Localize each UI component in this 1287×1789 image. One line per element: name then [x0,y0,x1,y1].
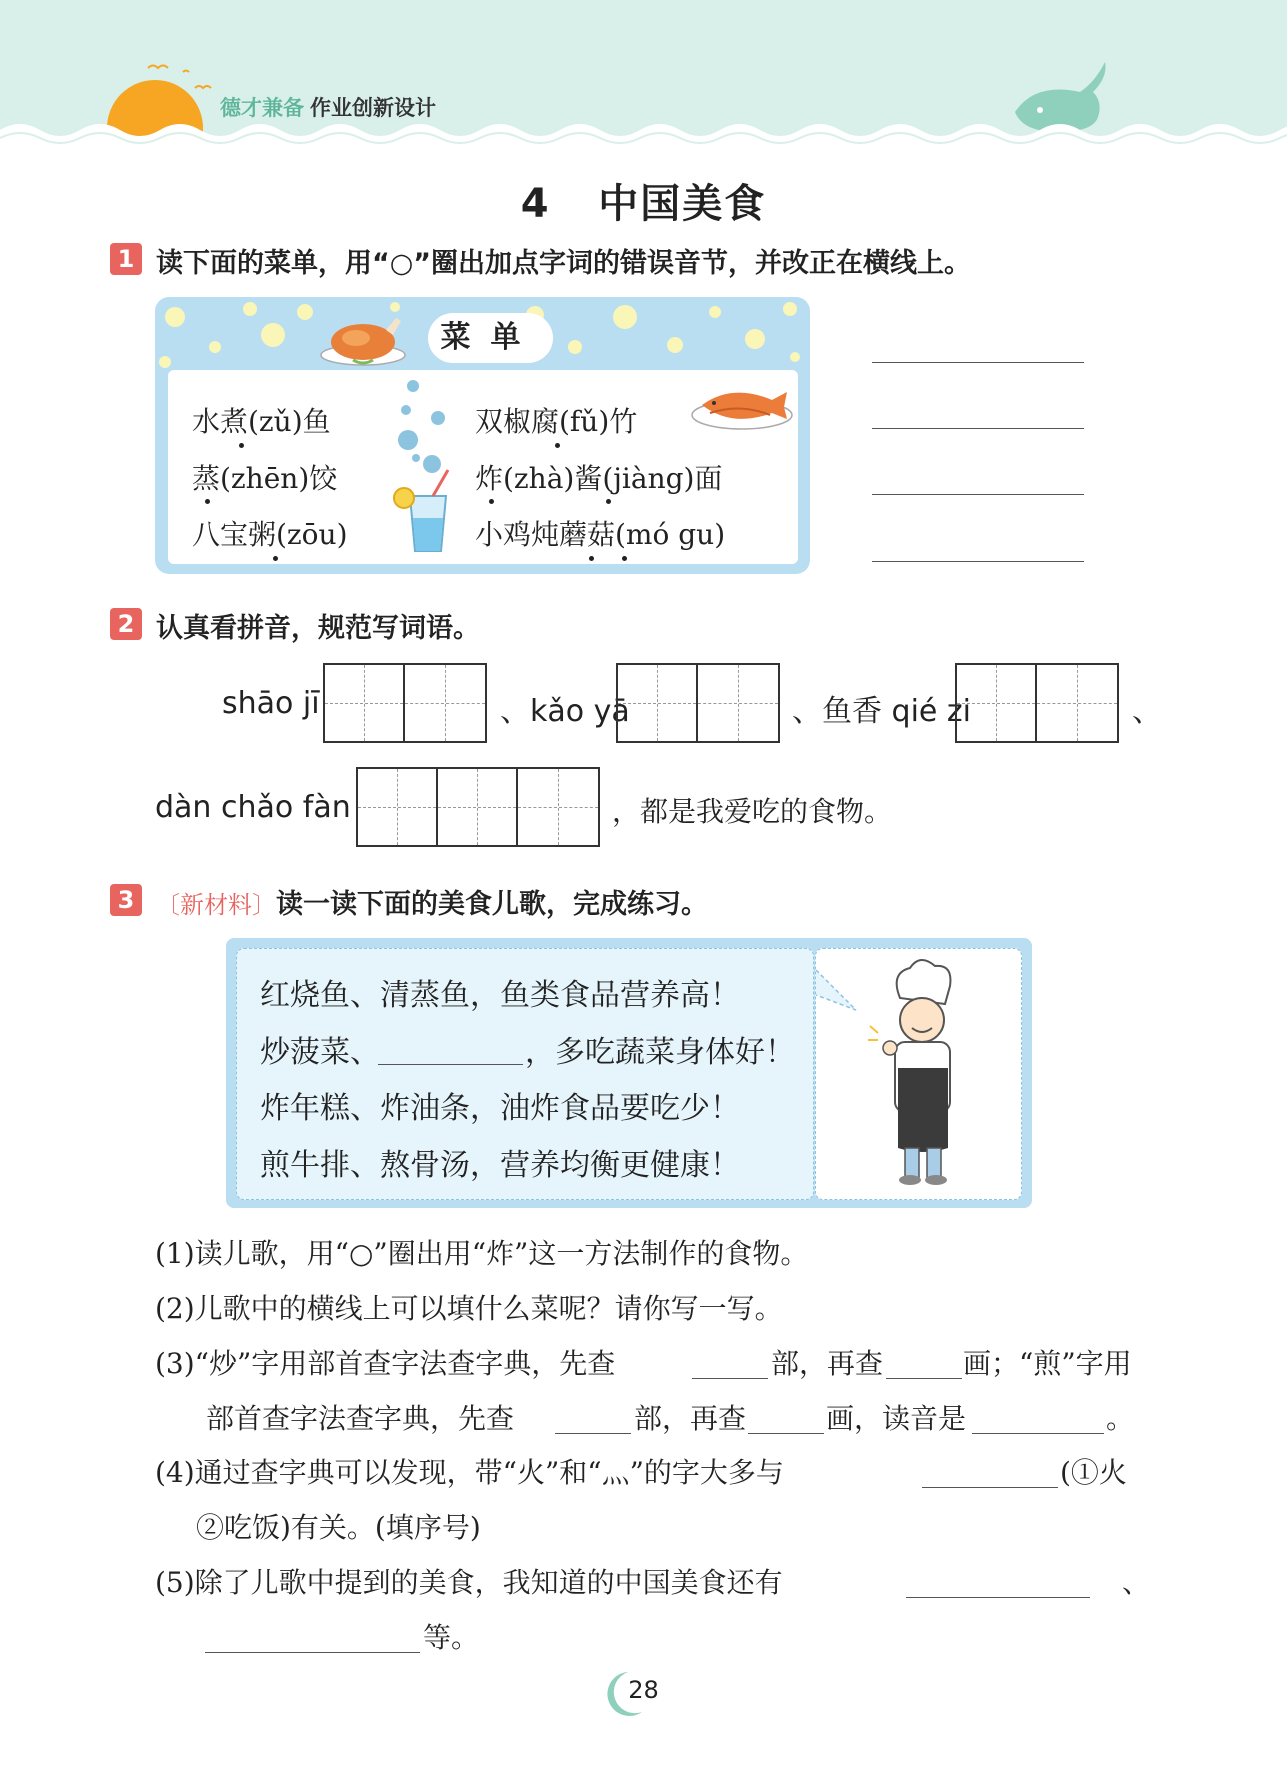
emphasis-dot [555,443,560,448]
sub-question-3c: 画；“煎”字用 [963,1347,1132,1380]
answer-line[interactable] [872,362,1084,363]
sub-question-3d: 部首查字法查字典，先查 [206,1402,515,1435]
emphasis-dot [205,499,210,504]
writing-grid-4[interactable] [356,767,600,847]
sub-question-5a: (5)除了儿歌中提到的美食，我知道的中国美食还有 [155,1566,783,1599]
sub-question-3b: 部，再查 [771,1347,884,1380]
answer-line[interactable] [872,561,1084,562]
question-number-3: 3 [110,884,142,916]
speech-tail [808,960,868,1020]
pinyin-2: 、kǎo yā [500,694,630,729]
answer-blank[interactable] [886,1378,962,1379]
poem-line: 煎牛排、熬骨汤，营养均衡更健康！ [260,1148,740,1183]
emphasis-dot [239,443,244,448]
whale-icon [1015,62,1106,132]
header-decoration [0,0,1287,150]
menu-item: 蒸(zhēn)饺 [192,462,338,495]
question-3-instruction: 读一读下面的美食儿歌，完成练习。 [276,889,708,920]
sub-question-4a: (4)通过查字典可以发现，带“火”和“灬”的字大多与 [155,1456,784,1489]
answer-line[interactable] [872,428,1084,429]
poem-line: 炸年糕、炸油条，油炸食品要吃少！ [260,1091,740,1126]
menu-item: 水煮(zǔ)鱼 [192,405,331,438]
emphasis-dot [489,499,494,504]
brand-dark: 作业创新设计 [310,96,436,120]
pinyin-4: dàn chǎo fàn [155,790,351,825]
fish-dish-icon [690,375,795,435]
question-1-text: 读下面的菜单，用“○”圈出加点字词的错误音节，并改正在横线上。 [156,248,972,279]
separator: 、 [1132,694,1162,729]
question-3-text [156,882,708,921]
answer-blank[interactable] [555,1433,631,1434]
answer-blank[interactable] [906,1597,1090,1598]
sub-question-4b: (①火 [1060,1456,1127,1489]
emphasis-dot [606,499,611,504]
question-number-1: 1 [110,243,142,275]
drink-icon [388,378,458,558]
sub-question-4c: ②吃饭)有关。(填序号) [196,1511,481,1544]
answer-blank[interactable] [748,1433,824,1434]
menu-title: 菜单 [428,313,553,363]
answer-line[interactable] [872,494,1084,495]
new-material-tag: 〔新材料〕 [156,891,276,919]
poem-line: ，多吃蔬菜身体好！ [525,1035,795,1070]
emphasis-dot [589,556,594,561]
menu-item: 双椒腐(fǔ)竹 [475,405,638,438]
sub-question-5c: 等。 [423,1621,480,1654]
writing-grid-2[interactable] [616,663,780,743]
sub-question-5b: 、 [1122,1566,1151,1599]
sub-question-3e: 部，再查 [634,1402,747,1435]
pinyin-3: 、鱼香 qié zi [792,694,971,729]
page-number: 28 [628,1676,659,1704]
writing-grid-3[interactable] [955,663,1119,743]
sub-question-3a: (3)“炒”字用部首查字法查字典，先查 [155,1347,616,1380]
sub-question-1: (1)读儿歌，用“○”圈出用“炸”这一方法制作的食物。 [155,1237,809,1270]
emphasis-dot [273,556,278,561]
sub-question-2: (2)儿歌中的横线上可以填什么菜呢？请你写一写。 [155,1292,783,1325]
menu-item: 炸(zhà)酱(jiàng)面 [475,462,723,495]
question-number-2: 2 [110,608,142,640]
answer-blank[interactable] [972,1433,1104,1434]
brand [220,92,436,122]
poem-blank[interactable] [378,1064,523,1065]
emphasis-dot [622,556,627,561]
roast-chicken-icon [318,300,408,370]
poem-line: 红烧鱼、清蒸鱼，鱼类食品营养高！ [260,978,740,1013]
sub-question-3f: 画，读音是 [826,1402,967,1435]
sub-question-3g: 。 [1106,1402,1135,1435]
menu-item: 小鸡炖蘑菇(mó gu) [475,518,726,551]
pinyin-1: shāo jī [222,686,320,721]
answer-blank[interactable] [205,1652,420,1653]
menu-item: 八宝粥(zōu) [192,518,348,551]
q2-ending: ，都是我爱吃的食物。 [612,795,893,828]
page-header [0,0,1287,150]
poem-line: 炒菠菜、 [260,1035,380,1070]
brand-green: 德才兼备 [220,96,304,120]
page-title: 4 中国美食 [520,181,767,227]
answer-blank[interactable] [922,1487,1058,1488]
question-2-text: 认真看拼音，规范写词语。 [156,613,480,644]
answer-blank[interactable] [692,1378,768,1379]
writing-grid-1[interactable] [323,663,487,743]
chef-icon [850,958,980,1193]
